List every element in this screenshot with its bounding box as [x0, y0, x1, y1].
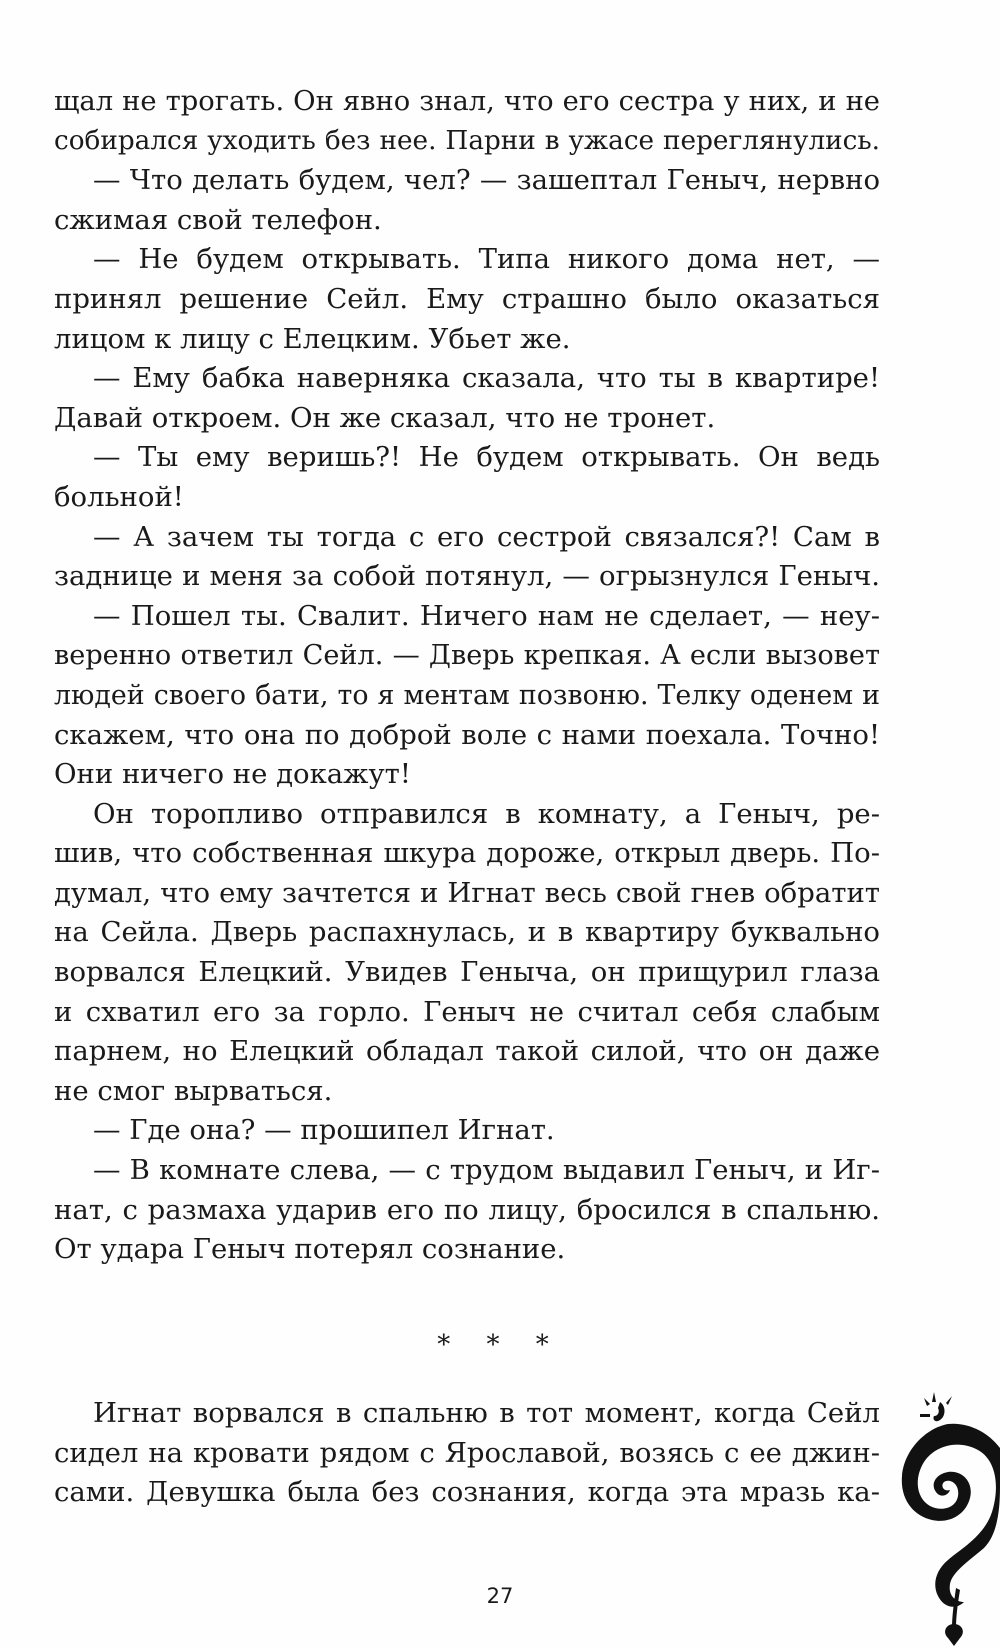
text-line: заднице и меня за собой потянул, — огрызнулся Геныч.	[54, 560, 880, 593]
text-line: больной!	[54, 480, 184, 513]
text-line: — А зачем ты тогда с его сестрой связался?! Сам в	[93, 520, 880, 553]
main-text-block	[54, 82, 880, 1270]
text-line: сами. Девушка была без сознания, когда эта мразь ка-	[54, 1476, 880, 1509]
text-line: — Что делать будем, чел? — зашептал Геныч, нервно	[93, 164, 880, 197]
text-line: людей своего бати, то я ментам позвоню. Телку оденем и	[54, 679, 880, 711]
text-line: — Где она? — прошипел Игнат.	[93, 1114, 555, 1147]
text-line: Они ничего не докажут!	[54, 758, 411, 791]
text-line: ворвался Елецкий. Увидев Геныча, он прищурил глаза	[54, 956, 880, 989]
text-line: нат, с размаха ударив его по лицу, бросился в спальню.	[54, 1193, 880, 1226]
text-line: щал не трогать. Он явно знал, что его сестра у них, и не	[54, 86, 880, 117]
text-line: не смог вырваться.	[54, 1074, 333, 1107]
text-line: сидел на кровати рядом с Ярославой, возясь с ее джин-	[54, 1436, 880, 1469]
text-line: — Ты ему веришь?! Не будем открывать. Он ведь	[93, 441, 880, 474]
text-line: — Пошел ты. Свалит. Ничего нам не сделает, — неу-	[93, 599, 880, 632]
text-line: лицом к лицу с Елецким. Убьет же.	[54, 322, 571, 355]
text-line: Давай откроем. Он же сказал, что не тронет.	[54, 401, 716, 434]
text-line: парнем, но Елецкий обладал такой силой, что он даже	[54, 1035, 880, 1068]
text-line: собирался уходить без нее. Парни в ужасе переглянулись.	[54, 125, 880, 156]
text-line: на Сейла. Дверь распахнулась, и в квартиру буквально	[54, 916, 880, 949]
text-line: — Ему бабка наверняка сказала, что ты в квартире!	[93, 362, 880, 395]
text-line: шив, что собственная шкура дороже, открыл дверь. По-	[54, 837, 880, 870]
text-line: веренно ответил Сейл. — Дверь крепкая. А если вызовет	[54, 640, 880, 672]
swirl-ornament-icon	[896, 1388, 1000, 1649]
text-line: сжимая свой телефон.	[54, 203, 382, 236]
text-line: — В комнате слева, — с трудом выдавил Геныч, и Иг-	[93, 1154, 880, 1187]
text-line: — Не будем открывать. Типа никого дома нет, —	[93, 243, 880, 276]
text-line: Игнат ворвался в спальню в тот момент, когда Сейл	[93, 1397, 880, 1429]
section-separator: * * *	[437, 1330, 563, 1360]
text-line: Он торопливо отправился в комнату, а Геныч, ре-	[93, 797, 880, 830]
page-number: 27	[486, 1584, 514, 1608]
section-text-block	[54, 1394, 880, 1513]
text-line: скажем, что она по доброй воле с нами поехала. Точно!	[54, 718, 880, 751]
text-line: и схватил его за горло. Геныч не считал себя слабым	[54, 995, 880, 1028]
text-line: От удара Геныч потерял сознание.	[54, 1233, 566, 1266]
text-line: принял решение Сейл. Ему страшно было оказаться	[54, 282, 880, 315]
text-line: думал, что ему зачтется и Игнат весь свой гнев обратит	[54, 876, 880, 909]
